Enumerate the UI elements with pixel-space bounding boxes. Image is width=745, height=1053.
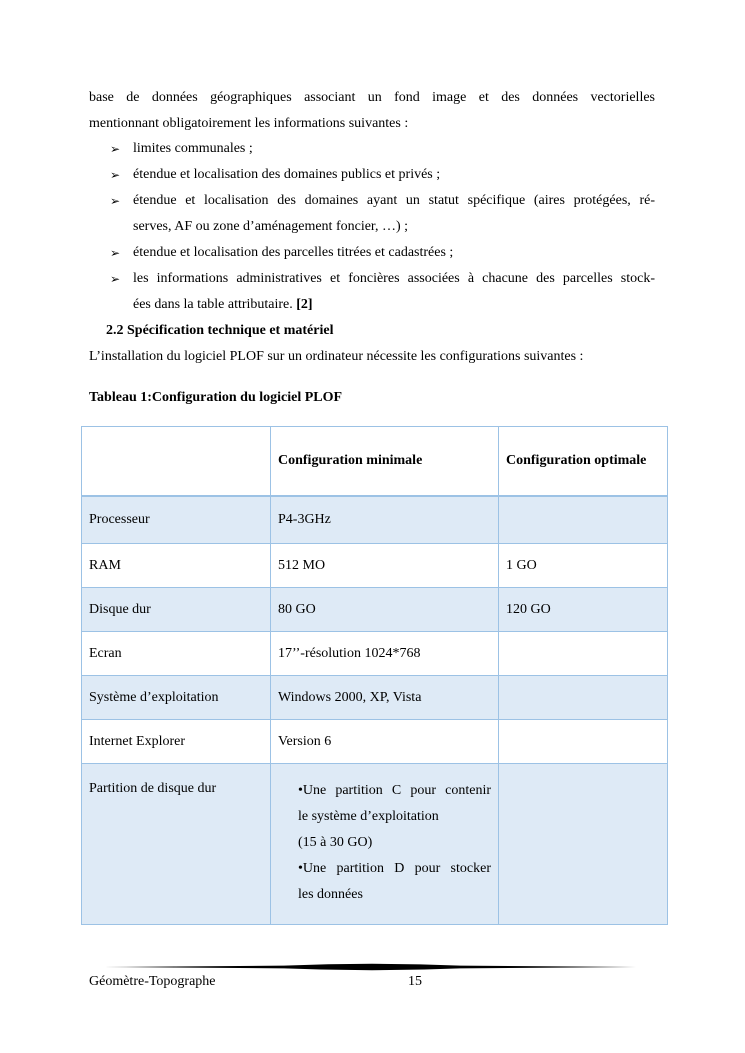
list-item: •Une partition D pour stocker	[298, 861, 491, 876]
table-cell	[499, 496, 668, 544]
table-cell	[82, 764, 271, 925]
arrow-bullet-icon: ➢	[110, 194, 121, 208]
table-header-cell: Configuration minimale	[271, 427, 499, 497]
table-row	[82, 588, 668, 632]
table-cell: 512 MO	[271, 544, 499, 588]
list-item: le système d’exploitation	[298, 809, 439, 824]
table-cell: P4-3GHz	[271, 496, 499, 544]
list-item: les données	[298, 887, 363, 902]
table-row	[82, 764, 668, 925]
table-cell: Processeur	[82, 496, 271, 544]
arrow-bullet-icon: ➢	[110, 168, 121, 182]
list-item: (15 à 30 GO)	[298, 835, 373, 850]
table-row	[82, 676, 668, 720]
arrow-bullet-icon: ➢	[110, 246, 121, 260]
table-cell: Windows 2000, XP, Vista	[271, 676, 499, 720]
table-cell: Disque dur	[82, 588, 271, 632]
partition-label: Partition de disque dur	[89, 781, 217, 796]
intro-line-1: base de données géographiques associant un fond image et des données vectorielles	[89, 90, 655, 105]
table-cell: Internet Explorer	[82, 720, 271, 764]
table-row	[82, 544, 668, 588]
table-cell	[499, 720, 668, 764]
section-text: L’installation du logiciel PLOF sur un ordinateur nécessite les configurations suivantes :	[89, 349, 584, 364]
table-header-cell	[82, 427, 271, 497]
footer-text: Géomètre-Topographe	[89, 974, 216, 989]
bullet-text: ées dans la table attributaire.	[133, 297, 297, 312]
bullet-item-continuation	[133, 296, 313, 314]
footer-divider	[104, 962, 640, 972]
table-cell: 120 GO	[499, 588, 668, 632]
intro-line-2: mentionnant obligatoirement les informations suivantes :	[89, 116, 409, 131]
reference-marker: [2]	[296, 297, 313, 312]
table-header-row	[82, 427, 668, 497]
table-row	[82, 720, 668, 764]
bullet-item: étendue et localisation des domaines ayant un statut spécifique (aires protégées, ré-	[133, 193, 655, 208]
table-cell: 17’’-résolution 1024*768	[271, 632, 499, 676]
section-heading: 2.2 Spécification technique et matériel	[106, 323, 334, 338]
table-header-cell: Configuration optimale	[499, 427, 668, 497]
table-cell: 80 GO	[271, 588, 499, 632]
configuration-table	[81, 426, 668, 925]
arrow-bullet-icon: ➢	[110, 142, 121, 156]
bullet-item: limites communales ;	[133, 141, 253, 156]
bullet-item: les informations administratives et foncières associées à chacune des parcelles stock-	[133, 271, 655, 286]
table-cell: Ecran	[82, 632, 271, 676]
table-cell: Version 6	[271, 720, 499, 764]
table-cell	[499, 676, 668, 720]
table-cell: 1 GO	[499, 544, 668, 588]
bullet-item: étendue et localisation des parcelles titrées et cadastrées ;	[133, 245, 454, 260]
table-cell	[499, 632, 668, 676]
table-caption: Tableau 1:Configuration du logiciel PLOF	[89, 390, 343, 405]
partition-list	[298, 778, 491, 908]
table-cell	[271, 764, 499, 925]
bullet-item: étendue et localisation des domaines publics et privés ;	[133, 167, 441, 182]
bullet-item-continuation: serves, AF ou zone d’aménagement foncier, …) ;	[133, 219, 409, 234]
table-cell: RAM	[82, 544, 271, 588]
page-number: 15	[408, 974, 422, 989]
table-cell: Système d’exploitation	[82, 676, 271, 720]
arrow-bullet-icon: ➢	[110, 272, 121, 286]
table-row	[82, 496, 668, 544]
list-item: •Une partition C pour contenir	[298, 783, 491, 798]
table-row	[82, 632, 668, 676]
table-cell	[499, 764, 668, 925]
